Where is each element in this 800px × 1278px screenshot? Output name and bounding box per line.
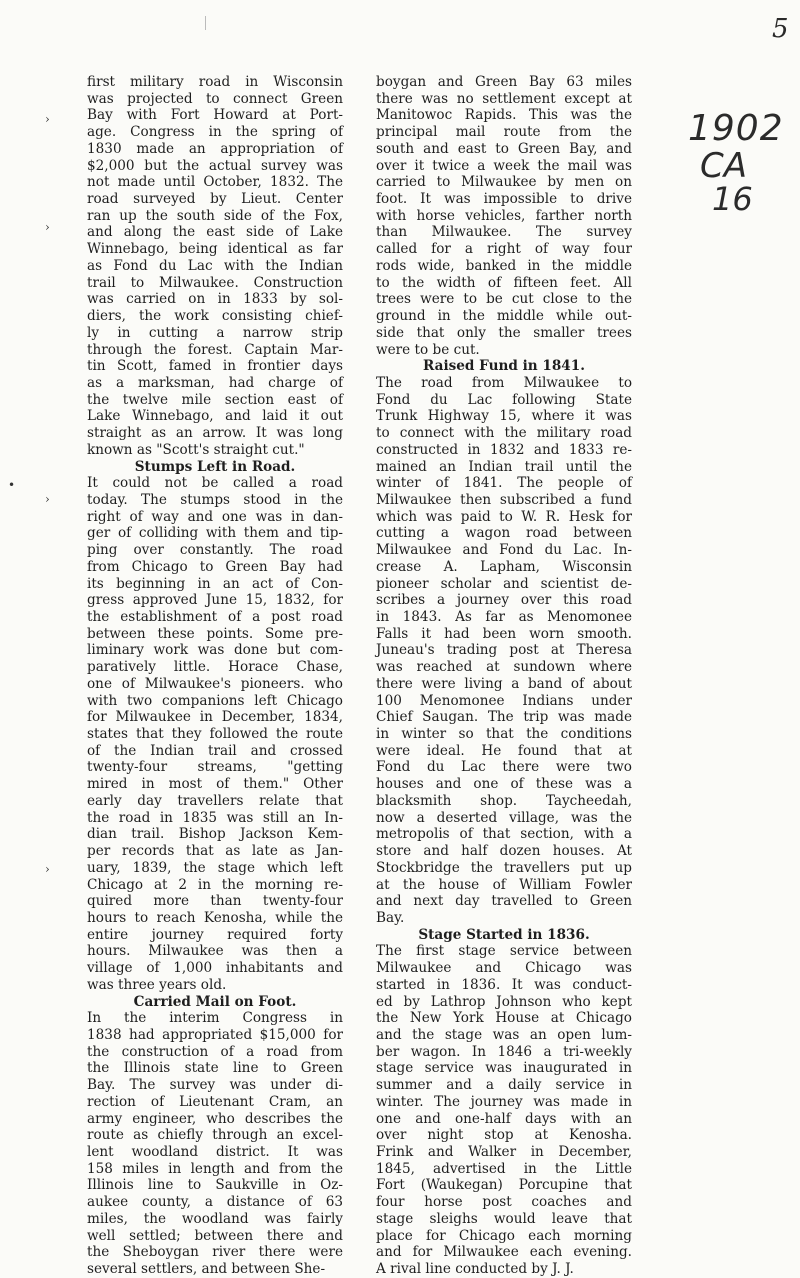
text-line: now a deserted village, was the	[376, 809, 632, 826]
text-line: The first stage service between	[376, 943, 632, 960]
text-line: the construction of a road from	[87, 1043, 343, 1060]
left-column	[87, 74, 343, 1278]
text-line: four horse post coaches and	[376, 1194, 632, 1211]
text-line: Milwaukee then subscribed a fund	[376, 491, 632, 508]
text-line: ground in the middle while out-	[376, 308, 632, 325]
text-line: aukee county, a distance of 63	[87, 1194, 343, 1211]
text-line: over night stop at Kenosha.	[376, 1127, 632, 1144]
text-line: Bay.	[376, 909, 405, 926]
text-line: several settlers, and between She-	[87, 1261, 326, 1278]
text-line: tin Scott, famed in frontier days	[87, 358, 343, 375]
text-line: The road from Milwaukee to	[376, 374, 632, 391]
text-line: road surveyed by Lieut. Center	[87, 191, 343, 208]
text-line: of the Indian trail and crossed	[87, 742, 343, 759]
text-line: Trunk Highway 15, where it was	[376, 408, 632, 425]
text-line: It could not be called a road	[87, 475, 343, 492]
text-line: 1845, advertised in the Little	[376, 1160, 632, 1177]
text-line: foot. It was impossible to drive	[376, 191, 632, 208]
text-line: army engineer, who describes the	[87, 1110, 343, 1127]
section-heading: Stage Started in 1836.	[418, 926, 590, 943]
margin-mark-5: ›	[45, 862, 50, 876]
text-line: stage service was inaugurated in	[376, 1060, 632, 1077]
text-line: Bay with Fort Howard at Port-	[87, 107, 343, 124]
text-line: entire journey required forty	[87, 926, 343, 943]
text-line: than Milwaukee. The survey	[376, 224, 632, 241]
text-line: there were living a band of about	[376, 675, 632, 692]
text-line: side that only the smaller trees	[376, 324, 632, 341]
text-line: mired in most of them." Other	[87, 776, 343, 793]
text-line: dian trail. Bishop Jackson Kem-	[87, 826, 343, 843]
text-line: to connect with the military road	[376, 425, 632, 442]
text-line: Bay. The survey was under di-	[87, 1077, 343, 1094]
text-line: pioneer scholar and scientist de-	[376, 575, 632, 592]
text-line: per records that as late as Jan-	[87, 843, 343, 860]
text-line: first military road in Wisconsin	[87, 74, 343, 90]
margin-mark-1: ›	[45, 112, 50, 126]
text-line: as Fond du Lac with the Indian	[87, 257, 343, 274]
text-line: Falls it had been worn smooth.	[376, 625, 632, 642]
text-line: with horse vehicles, farther north	[376, 207, 632, 224]
text-line: the New York House at Chicago	[376, 1010, 632, 1027]
text-line: Winnebago, being identical as far	[87, 241, 343, 258]
section-heading: Stumps Left in Road.	[134, 458, 296, 475]
text-line: Stockbridge the travellers put up	[376, 859, 632, 876]
text-line: rods wide, banked in the middle	[376, 257, 632, 274]
text-line: twenty-four streams, "getting	[87, 759, 343, 776]
text-line: ger of colliding with them and tip-	[87, 525, 343, 542]
text-line: ed by Lathrop Johnson who kept	[376, 993, 632, 1010]
text-line: and the stage was an open lum-	[376, 1026, 632, 1043]
handwritten-note-line-2: CA	[700, 146, 747, 186]
text-line: gress approved June 15, 1832, for	[87, 592, 343, 609]
text-line: and for Milwaukee each evening.	[376, 1244, 632, 1261]
text-line: mained an Indian trail until the	[376, 458, 632, 475]
text-line: In the interim Congress in	[87, 1010, 343, 1027]
text-line: route as chiefly through an excel-	[87, 1127, 343, 1144]
text-line: store and half dozen houses. At	[376, 843, 632, 860]
text-line: the Sheboygan river there were	[87, 1244, 343, 1261]
text-line: not made until October, 1832. The	[87, 174, 343, 191]
text-line: in 1843. As far as Menomonee	[376, 609, 632, 625]
text-line: ran up the south side of the Fox,	[87, 207, 343, 224]
text-line: winter of 1841. The people of	[376, 475, 632, 492]
fold-tick	[205, 16, 206, 30]
text-line: was three years old.	[87, 976, 227, 993]
text-line: the Illinois state line to Green	[87, 1060, 343, 1077]
text-line: principal mail route from the	[376, 124, 632, 141]
text-line: cutting a wagon road between	[376, 525, 632, 542]
handwritten-note-line-3: 16	[712, 180, 753, 218]
text-line: ly in cutting a narrow strip	[87, 324, 343, 341]
text-line: rection of Lieutenant Cram, an	[87, 1093, 343, 1110]
text-line: houses and one of these was a	[376, 776, 632, 793]
text-line: Chief Saugan. The trip was made	[376, 709, 632, 726]
text-line: Milwaukee and Chicago was	[376, 960, 632, 977]
text-line: started in 1836. It was conduct-	[376, 976, 632, 993]
text-line: uary, 1839, the stage which left	[87, 859, 343, 876]
text-line: ping over constantly. The road	[87, 542, 343, 559]
text-line: with two companions left Chicago	[87, 692, 343, 709]
text-line: liminary work was done but com-	[87, 642, 343, 659]
text-line: one and one-half days with an	[376, 1110, 632, 1127]
text-line: blacksmith shop. Taycheedah,	[376, 792, 632, 809]
text-line: was projected to connect Green	[87, 90, 343, 107]
text-line: scribes a journey over this road	[376, 592, 632, 609]
text-line: Frink and Walker in December,	[376, 1144, 632, 1160]
text-line: there was no settlement except at	[376, 90, 632, 107]
text-line: metropolis of that section, with a	[376, 826, 632, 843]
page-number: 5	[772, 14, 789, 44]
text-line: one of Milwaukee's pioneers. who	[87, 675, 343, 692]
text-line: hours. Milwaukee was then a	[87, 943, 343, 960]
text-line: winter. The journey was made in	[376, 1093, 632, 1110]
text-line: to the width of fifteen feet. All	[376, 274, 632, 291]
section-heading: Carried Mail on Foot.	[133, 993, 297, 1010]
text-line: paratively little. Horace Chase,	[87, 659, 343, 676]
text-line: called for a right of way four	[376, 241, 632, 258]
right-column	[376, 74, 632, 1278]
text-line: $2,000 but the actual survey was	[87, 157, 343, 174]
text-line: was carried on in 1833 by sol-	[87, 291, 343, 308]
text-line: through the forest. Captain Mar-	[87, 341, 343, 358]
text-line: Fort (Waukegan) Porcupine that	[376, 1177, 632, 1194]
text-line: Fond du Lac there were two	[376, 759, 632, 776]
text-line: carried to Milwaukee by men on	[376, 174, 632, 191]
text-line: 158 miles in length and from the	[87, 1160, 343, 1177]
text-line: were to be cut.	[376, 341, 480, 358]
text-line: its beginning in an act of Con-	[87, 575, 343, 592]
margin-mark-3: •	[8, 478, 16, 492]
text-line: between these points. Some pre-	[87, 625, 343, 642]
text-line: Chicago at 2 in the morning re-	[87, 876, 343, 893]
text-line: were ideal. He found that at	[376, 742, 632, 759]
text-line: states that they followed the route	[87, 726, 343, 743]
text-line: constructed in 1832 and 1833 re-	[376, 441, 632, 458]
text-line: well settled; between there and	[87, 1227, 343, 1244]
text-line: quired more than twenty-four	[87, 893, 343, 910]
text-line: Milwaukee and Fond du Lac. In-	[376, 542, 632, 559]
text-line: and along the east side of Lake	[87, 224, 343, 241]
text-line: at the house of William Fowler	[376, 876, 632, 893]
text-line: the road in 1835 was still an In-	[87, 809, 343, 826]
text-line: the establishment of a post road	[87, 609, 343, 625]
text-line: 1830 made an appropriation of	[87, 140, 343, 157]
text-line: Lake Winnebago, and laid it out	[87, 408, 343, 425]
text-line: lent woodland district. It was	[87, 1144, 343, 1160]
text-line: crease A. Lapham, Wisconsin	[376, 558, 632, 575]
text-line: stage sleighs would leave that	[376, 1210, 632, 1227]
text-line: early day travellers relate that	[87, 792, 343, 809]
text-line: place for Chicago each morning	[376, 1227, 632, 1244]
text-line: summer and a daily service in	[376, 1077, 632, 1094]
text-line: the twelve mile section east of	[87, 391, 343, 408]
text-line: in winter so that the conditions	[376, 726, 632, 743]
text-line: over it twice a week the mail was	[376, 157, 632, 174]
text-line: Fond du Lac following State	[376, 391, 632, 408]
text-line: was reached at sundown where	[376, 659, 632, 676]
text-line: A rival line conducted by J. J.	[376, 1261, 574, 1278]
text-line: and next day travelled to Green	[376, 893, 632, 910]
text-line: Juneau's trading post at Theresa	[376, 642, 632, 659]
margin-mark-2: ›	[45, 220, 50, 234]
text-line: miles, the woodland was fairly	[87, 1210, 343, 1227]
text-line: village of 1,000 inhabitants and	[87, 960, 343, 977]
text-line: 1838 had appropriated $15,000 for	[87, 1026, 343, 1043]
text-line: for Milwaukee in December, 1834,	[87, 709, 343, 726]
text-line: known as "Scott's straight cut."	[87, 441, 305, 458]
text-line: today. The stumps stood in the	[87, 491, 343, 508]
handwritten-note-line-1: 1902	[688, 108, 784, 149]
text-line: hours to reach Kenosha, while the	[87, 909, 343, 926]
text-line: from Chicago to Green Bay had	[87, 558, 343, 575]
text-line: diers, the work consisting chief-	[87, 308, 343, 325]
text-line: trees were to be cut close to the	[376, 291, 632, 308]
section-heading: Raised Fund in 1841.	[423, 358, 585, 375]
text-line: Manitowoc Rapids. This was the	[376, 107, 632, 124]
text-line: 100 Menomonee Indians under	[376, 692, 632, 709]
text-line: straight as an arrow. It was long	[87, 425, 343, 442]
text-line: trail to Milwaukee. Construction	[87, 274, 343, 291]
text-line: as a marksman, had charge of	[87, 374, 343, 391]
text-line: ber wagon. In 1846 a tri-weekly	[376, 1043, 632, 1060]
text-line: age. Congress in the spring of	[87, 124, 343, 141]
text-line: right of way and one was in dan-	[87, 508, 343, 525]
text-line: which was paid to W. R. Hesk for	[376, 508, 632, 525]
text-line: Illinois line to Saukville in Oz-	[87, 1177, 343, 1194]
margin-mark-4: ›	[45, 492, 50, 506]
text-line: south and east to Green Bay, and	[376, 140, 632, 157]
text-line: boygan and Green Bay 63 miles	[376, 74, 632, 90]
